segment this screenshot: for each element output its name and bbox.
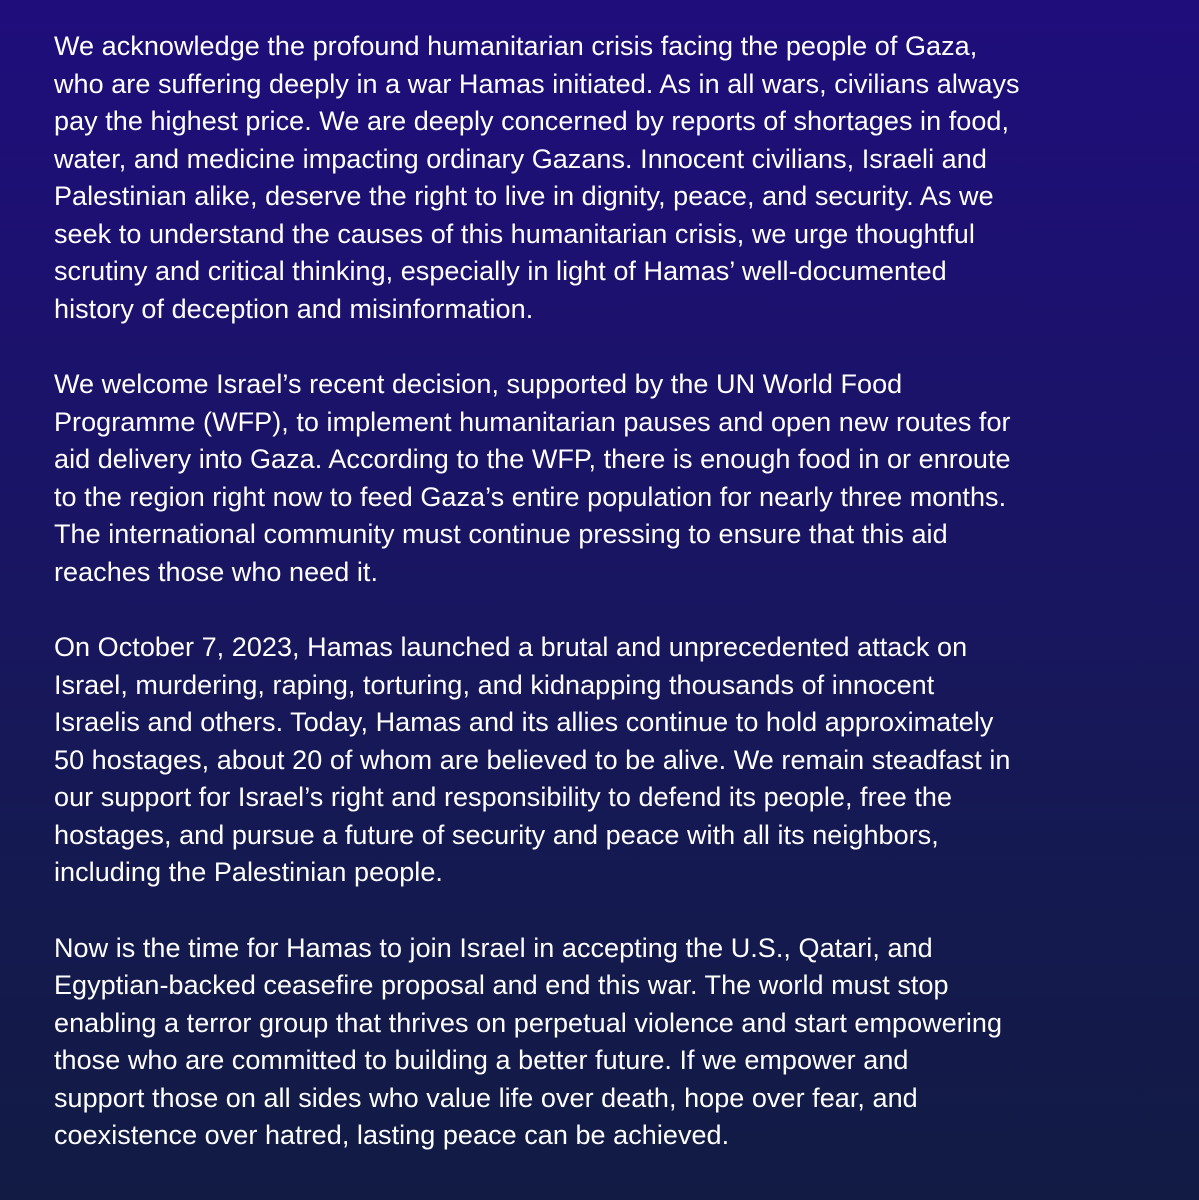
text-line: water, and medicine impacting ordinary Gazans. Innocent civilians, Israeli and (54, 143, 987, 174)
text-line: Now is the time for Hamas to join Israel in accepting the U.S., Qatari, and (54, 932, 933, 963)
text-line: On October 7, 2023, Hamas launched a brutal and unprecedented attack on (54, 632, 968, 662)
text-line: those who are committed to building a better future. If we empower and (54, 1045, 909, 1075)
text-line: We acknowledge the profound humanitarian crisis facing the people of Gaza, (54, 31, 978, 61)
text-line: including the Palestinian people. (54, 857, 443, 887)
text-line: to the region right now to feed Gaza’s entire population for nearly three months. (54, 481, 1007, 512)
text-line: history of deception and misinformation. (54, 293, 534, 324)
text-line: Egyptian-backed ceasefire proposal and end this war. The world must stop (54, 970, 949, 1000)
text-line: who are suffering deeply in a war Hamas initiated. As in all wars, civilians always (54, 68, 1020, 99)
text-line: enabling a terror group that thrives on perpetual violence and start empowering (54, 1007, 1003, 1038)
text-line: hostages, and pursue a future of security and peace with all its neighbors, (54, 819, 939, 850)
text-line: Israel, murdering, raping, torturing, and kidnapping thousands of innocent (54, 669, 935, 700)
text-line: coexistence over hatred, lasting peace can be achieved. (54, 1120, 730, 1150)
text-line: pay the highest price. We are deeply concerned by reports of shortages in food, (54, 106, 1010, 136)
paragraph-humanitarian-crisis (54, 28, 1154, 328)
text-line: Palestinian alike, deserve the right to live in dignity, peace, and security. As we (54, 181, 994, 211)
text-line: scrutiny and critical thinking, especially in light of Hamas’ well-documented (54, 256, 947, 286)
text-line: 50 hostages, about 20 of whom are believed to be alive. We remain steadfast in (54, 744, 1011, 775)
text-line: support those on all sides who value life over death, hope over fear, and (54, 1082, 918, 1113)
text-line: reaches those who need it. (54, 556, 379, 587)
text-line: We welcome Israel’s recent decision, supported by the UN World Food (54, 369, 903, 399)
statement-text (54, 28, 1154, 1193)
paragraph-aid-delivery (54, 366, 1154, 591)
paragraph-ceasefire (54, 930, 1154, 1155)
text-line: aid delivery into Gaza. According to the WFP, there is enough food in or enroute (54, 444, 1011, 474)
text-line: seek to understand the causes of this humanitarian crisis, we urge thoughtful (54, 218, 975, 249)
text-line: Programme (WFP), to implement humanitarian pauses and open new routes for (54, 406, 1011, 437)
text-line: The international community must continue pressing to ensure that this aid (54, 519, 948, 549)
text-line: our support for Israel’s right and responsibility to defend its people, free the (54, 782, 953, 812)
paragraph-october-7 (54, 629, 1154, 892)
text-line: Israelis and others. Today, Hamas and its allies continue to hold approximately (54, 707, 994, 737)
